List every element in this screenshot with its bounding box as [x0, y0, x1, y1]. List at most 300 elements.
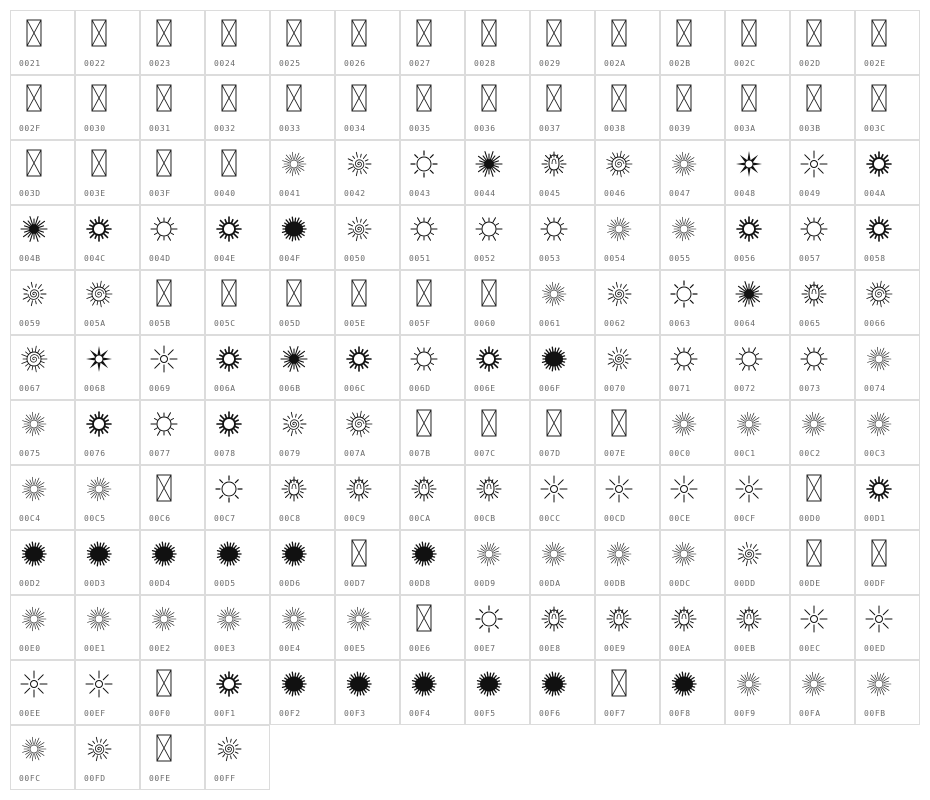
sun-fine-rays-icon: [84, 604, 114, 634]
glyph-cell: [140, 660, 205, 725]
glyph-code-label: 00D6: [279, 579, 301, 588]
glyph-cell: [530, 140, 595, 205]
sun-outline-icon: [799, 344, 829, 374]
glyph-cell: [10, 400, 75, 465]
sun-swirl-icon: [344, 409, 374, 439]
glyph-cell: [595, 10, 660, 75]
glyph-cell: [140, 205, 205, 270]
glyph-cell: [10, 660, 75, 725]
glyph-code-label: 0061: [539, 319, 561, 328]
sun-spiral-icon: [84, 734, 114, 764]
missing-glyph-box: [604, 669, 634, 699]
glyph-cell: [10, 270, 75, 335]
glyph-code-label: 00E2: [149, 644, 171, 653]
glyph-code-label: 007C: [474, 449, 496, 458]
glyph-code-label: 0037: [539, 124, 561, 133]
glyph-cell: [10, 465, 75, 530]
sun-spiral-icon: [279, 409, 309, 439]
glyph-cell: [530, 595, 595, 660]
glyph-cell: [855, 335, 920, 400]
glyph-code-label: 00D5: [214, 579, 236, 588]
sun-solid-blob-icon: [539, 344, 569, 374]
sun-bold-ring-icon: [214, 214, 244, 244]
missing-glyph-box: [19, 149, 49, 179]
glyph-code-label: 0059: [19, 319, 41, 328]
glyph-cell: [270, 270, 335, 335]
sun-sparse-rays-icon: [669, 474, 699, 504]
missing-glyph-box: [279, 279, 309, 309]
glyph-code-label: 00FF: [214, 774, 236, 783]
sun-dotted-rays-icon: [669, 279, 699, 309]
glyph-code-label: 00FA: [799, 709, 821, 718]
glyph-code-label: 0028: [474, 59, 496, 68]
missing-glyph-box: [149, 19, 179, 49]
sun-fine-rays-icon: [344, 604, 374, 634]
glyph-code-label: 0065: [799, 319, 821, 328]
glyph-cell: [725, 75, 790, 140]
sun-face-icon: [409, 474, 439, 504]
glyph-code-label: 00F2: [279, 709, 301, 718]
glyph-code-label: 00CB: [474, 514, 496, 523]
glyph-cell: [660, 465, 725, 530]
glyph-code-label: 00F3: [344, 709, 366, 718]
missing-glyph-box: [669, 84, 699, 114]
glyph-cell: [855, 660, 920, 725]
sun-fine-rays-icon: [604, 214, 634, 244]
glyph-code-label: 006B: [279, 384, 301, 393]
glyph-code-label: 0064: [734, 319, 756, 328]
sun-bold-ring-icon: [84, 214, 114, 244]
glyph-cell: [660, 270, 725, 335]
sun-outline-icon: [539, 214, 569, 244]
glyph-code-label: 0052: [474, 254, 496, 263]
glyph-code-label: 0056: [734, 254, 756, 263]
sun-face-icon: [799, 279, 829, 309]
sun-fine-rays-icon: [84, 474, 114, 504]
missing-glyph-box: [409, 19, 439, 49]
sun-outline-icon: [149, 409, 179, 439]
glyph-cell: [855, 400, 920, 465]
glyph-cell: [75, 140, 140, 205]
glyph-cell: [75, 335, 140, 400]
glyph-cell: [335, 660, 400, 725]
glyph-code-label: 00D9: [474, 579, 496, 588]
glyph-code-label: 0066: [864, 319, 886, 328]
glyph-code-label: 005E: [344, 319, 366, 328]
missing-glyph-box: [149, 84, 179, 114]
sun-face-icon: [734, 604, 764, 634]
sun-fine-rays-icon: [279, 604, 309, 634]
glyph-cell: [855, 270, 920, 335]
glyph-code-label: 0047: [669, 189, 691, 198]
glyph-code-label: 004E: [214, 254, 236, 263]
glyph-code-label: 007E: [604, 449, 626, 458]
sun-solid-blob-icon: [669, 669, 699, 699]
missing-glyph-box: [279, 84, 309, 114]
glyph-cell: [335, 530, 400, 595]
glyph-code-label: 0075: [19, 449, 41, 458]
glyph-cell: [465, 75, 530, 140]
glyph-code-label: 00D3: [84, 579, 106, 588]
sun-fine-rays-icon: [669, 149, 699, 179]
glyph-cell: [400, 140, 465, 205]
glyph-cell: [400, 400, 465, 465]
glyph-code-label: 00C4: [19, 514, 41, 523]
sun-fine-rays-icon: [864, 344, 894, 374]
glyph-cell: [75, 205, 140, 270]
glyph-code-label: 00E4: [279, 644, 301, 653]
glyph-code-label: 00E0: [19, 644, 41, 653]
sun-flame-icon: [84, 344, 114, 374]
sun-face-icon: [604, 604, 634, 634]
glyph-cell: [205, 205, 270, 270]
glyph-code-label: 00D1: [864, 514, 886, 523]
glyph-code-label: 002E: [864, 59, 886, 68]
sun-solid-blob-icon: [149, 539, 179, 569]
missing-glyph-box: [539, 84, 569, 114]
sun-spiral-icon: [344, 214, 374, 244]
glyph-cell: [790, 335, 855, 400]
glyph-cell: [400, 10, 465, 75]
sun-fine-rays-icon: [734, 409, 764, 439]
missing-glyph-box: [539, 19, 569, 49]
glyph-code-label: 002F: [19, 124, 41, 133]
missing-glyph-box: [474, 409, 504, 439]
glyph-code-label: 004A: [864, 189, 886, 198]
glyph-code-label: 002D: [799, 59, 821, 68]
glyph-code-label: 0069: [149, 384, 171, 393]
glyph-cell: [335, 140, 400, 205]
glyph-code-label: 00C5: [84, 514, 106, 523]
glyph-code-label: 0045: [539, 189, 561, 198]
sun-face-icon: [344, 474, 374, 504]
missing-glyph-box: [409, 279, 439, 309]
sun-sparse-rays-icon: [149, 344, 179, 374]
glyph-cell: [75, 465, 140, 530]
glyph-cell: [400, 465, 465, 530]
glyph-cell: [10, 140, 75, 205]
glyph-cell: [10, 10, 75, 75]
glyph-cell: [530, 465, 595, 530]
sun-swirl-icon: [864, 279, 894, 309]
glyph-cell: [790, 10, 855, 75]
glyph-cell: [205, 595, 270, 660]
glyph-cell: [725, 400, 790, 465]
sun-fine-rays-icon: [799, 409, 829, 439]
glyph-cell: [270, 335, 335, 400]
glyph-cell: [205, 660, 270, 725]
sun-bold-ring-icon: [864, 214, 894, 244]
missing-glyph-box: [864, 19, 894, 49]
glyph-code-label: 0039: [669, 124, 691, 133]
glyph-cell: [335, 75, 400, 140]
glyph-cell: [855, 595, 920, 660]
glyph-cell: [140, 140, 205, 205]
missing-glyph-box: [604, 19, 634, 49]
sun-spiral-icon: [604, 279, 634, 309]
missing-glyph-box: [84, 149, 114, 179]
glyph-cell: [75, 530, 140, 595]
sun-dotted-rays-icon: [214, 474, 244, 504]
sun-face-icon: [539, 604, 569, 634]
glyph-code-label: 005A: [84, 319, 106, 328]
glyph-code-label: 0049: [799, 189, 821, 198]
glyph-cell: [400, 530, 465, 595]
glyph-code-label: 00DE: [799, 579, 821, 588]
glyph-code-label: 006D: [409, 384, 431, 393]
glyph-code-label: 003C: [864, 124, 886, 133]
glyph-cell: [400, 335, 465, 400]
glyph-cell: [595, 205, 660, 270]
sun-solid-blob-icon: [214, 539, 244, 569]
glyph-code-label: 00DD: [734, 579, 756, 588]
glyph-code-label: 0042: [344, 189, 366, 198]
missing-glyph-box: [669, 19, 699, 49]
glyph-code-label: 00CA: [409, 514, 431, 523]
sun-sparse-rays-icon: [604, 474, 634, 504]
glyph-cell: [140, 725, 205, 790]
glyph-cell: [530, 335, 595, 400]
glyph-code-label: 0055: [669, 254, 691, 263]
glyph-cell: [75, 270, 140, 335]
glyph-code-label: 0054: [604, 254, 626, 263]
glyph-cell: [725, 465, 790, 530]
glyph-code-label: 00F7: [604, 709, 626, 718]
glyph-code-label: 0072: [734, 384, 756, 393]
sun-spiral-icon: [344, 149, 374, 179]
sun-sparse-rays-icon: [864, 604, 894, 634]
glyph-cell: [790, 270, 855, 335]
glyph-code-label: 0060: [474, 319, 496, 328]
sun-outline-icon: [474, 214, 504, 244]
missing-glyph-box: [279, 19, 309, 49]
glyph-code-label: 003F: [149, 189, 171, 198]
sun-solid-blob-icon: [474, 669, 504, 699]
glyph-cell: [75, 725, 140, 790]
glyph-cell: [725, 270, 790, 335]
sun-dotted-rays-icon: [409, 149, 439, 179]
glyph-cell: [465, 465, 530, 530]
glyph-code-label: 00E3: [214, 644, 236, 653]
sun-sparse-rays-icon: [19, 669, 49, 699]
glyph-code-label: 005B: [149, 319, 171, 328]
glyph-code-label: 00FB: [864, 709, 886, 718]
sun-bold-ring-icon: [214, 669, 244, 699]
glyph-cell: [725, 205, 790, 270]
glyph-cell: [790, 75, 855, 140]
sun-sparse-rays-icon: [734, 474, 764, 504]
sun-outline-icon: [409, 214, 439, 244]
glyph-cell: [725, 140, 790, 205]
sun-bold-ring-icon: [864, 474, 894, 504]
glyph-code-label: 0026: [344, 59, 366, 68]
glyph-code-label: 0073: [799, 384, 821, 393]
missing-glyph-box: [799, 474, 829, 504]
missing-glyph-box: [19, 84, 49, 114]
glyph-code-label: 00F6: [539, 709, 561, 718]
sun-swirl-icon: [19, 344, 49, 374]
sun-fine-rays-icon: [149, 604, 179, 634]
glyph-code-label: 0029: [539, 59, 561, 68]
glyph-cell: [140, 10, 205, 75]
glyph-code-label: 006C: [344, 384, 366, 393]
glyph-cell: [400, 660, 465, 725]
missing-glyph-box: [344, 19, 374, 49]
missing-glyph-box: [864, 84, 894, 114]
glyph-code-label: 00DB: [604, 579, 626, 588]
glyph-cell: [855, 10, 920, 75]
glyph-cell: [660, 400, 725, 465]
glyph-code-label: 00FE: [149, 774, 171, 783]
glyph-cell: [465, 400, 530, 465]
glyph-code-label: 0078: [214, 449, 236, 458]
sun-solid-core-icon: [474, 149, 504, 179]
missing-glyph-box: [474, 279, 504, 309]
sun-solid-blob-icon: [279, 669, 309, 699]
glyph-code-label: 004F: [279, 254, 301, 263]
glyph-cell: [205, 400, 270, 465]
glyph-code-label: 0067: [19, 384, 41, 393]
glyph-cell: [10, 530, 75, 595]
glyph-code-label: 0031: [149, 124, 171, 133]
glyph-cell: [660, 660, 725, 725]
glyph-code-label: 00FD: [84, 774, 106, 783]
glyph-code-label: 00CD: [604, 514, 626, 523]
sun-fine-rays-icon: [474, 539, 504, 569]
glyph-code-label: 00DA: [539, 579, 561, 588]
glyph-cell: [270, 400, 335, 465]
sun-sparse-rays-icon: [799, 604, 829, 634]
glyph-code-label: 002A: [604, 59, 626, 68]
glyph-cell: [595, 530, 660, 595]
glyph-code-label: 0048: [734, 189, 756, 198]
glyph-cell: [335, 205, 400, 270]
glyph-code-label: 00FC: [19, 774, 41, 783]
glyph-cell: [725, 595, 790, 660]
glyph-code-label: 0035: [409, 124, 431, 133]
glyph-code-label: 0076: [84, 449, 106, 458]
glyph-code-label: 0074: [864, 384, 886, 393]
glyph-cell: [595, 270, 660, 335]
glyph-cell: [660, 75, 725, 140]
sun-bold-ring-icon: [344, 344, 374, 374]
glyph-code-label: 006A: [214, 384, 236, 393]
glyph-cell: [790, 205, 855, 270]
glyph-code-label: 00C3: [864, 449, 886, 458]
glyph-cell: [335, 270, 400, 335]
missing-glyph-box: [474, 84, 504, 114]
glyph-code-label: 0077: [149, 449, 171, 458]
glyph-cell: [855, 140, 920, 205]
glyph-code-label: 00F8: [669, 709, 691, 718]
glyph-cell: [595, 335, 660, 400]
glyph-code-label: 003B: [799, 124, 821, 133]
sun-fine-rays-icon: [799, 669, 829, 699]
glyph-cell: [790, 140, 855, 205]
glyph-code-label: 0038: [604, 124, 626, 133]
glyph-cell: [855, 205, 920, 270]
sun-bold-ring-icon: [84, 409, 114, 439]
glyph-code-label: 00EA: [669, 644, 691, 653]
glyph-cell: [75, 595, 140, 660]
sun-bold-ring-icon: [864, 149, 894, 179]
missing-glyph-box: [84, 84, 114, 114]
glyph-cell: [270, 595, 335, 660]
glyph-cell: [660, 530, 725, 595]
missing-glyph-box: [214, 84, 244, 114]
glyph-code-label: 0044: [474, 189, 496, 198]
glyph-code-label: 0062: [604, 319, 626, 328]
glyph-code-label: 007D: [539, 449, 561, 458]
missing-glyph-box: [409, 604, 439, 634]
sun-swirl-icon: [604, 149, 634, 179]
sun-sparse-rays-icon: [799, 149, 829, 179]
glyph-cell: [400, 270, 465, 335]
glyph-cell: [725, 10, 790, 75]
glyph-cell: [205, 10, 270, 75]
missing-glyph-box: [409, 409, 439, 439]
sun-sparse-rays-icon: [539, 474, 569, 504]
glyph-code-label: 00C0: [669, 449, 691, 458]
sun-face-icon: [279, 474, 309, 504]
sun-spiral-icon: [19, 279, 49, 309]
glyph-code-label: 00F9: [734, 709, 756, 718]
glyph-cell: [465, 140, 530, 205]
missing-glyph-box: [149, 474, 179, 504]
glyph-cell: [530, 400, 595, 465]
glyph-code-label: 0034: [344, 124, 366, 133]
glyph-cell: [270, 530, 335, 595]
glyph-cell: [335, 465, 400, 530]
glyph-code-label: 0033: [279, 124, 301, 133]
sun-outline-icon: [669, 344, 699, 374]
glyph-cell: [595, 140, 660, 205]
glyph-code-label: 00E7: [474, 644, 496, 653]
glyph-code-label: 00F1: [214, 709, 236, 718]
glyph-code-label: 005D: [279, 319, 301, 328]
glyph-code-label: 00DF: [864, 579, 886, 588]
glyph-cell: [10, 205, 75, 270]
glyph-code-label: 007A: [344, 449, 366, 458]
glyph-cell: [595, 465, 660, 530]
glyph-cell: [205, 140, 270, 205]
glyph-cell: [660, 595, 725, 660]
glyph-cell: [205, 465, 270, 530]
glyph-code-label: 00D0: [799, 514, 821, 523]
sun-bold-ring-icon: [214, 344, 244, 374]
sun-face-icon: [539, 149, 569, 179]
missing-glyph-box: [344, 539, 374, 569]
glyph-cell: [465, 205, 530, 270]
missing-glyph-box: [84, 19, 114, 49]
glyph-code-label: 00C7: [214, 514, 236, 523]
glyph-cell: [530, 205, 595, 270]
glyph-code-label: 00D7: [344, 579, 366, 588]
glyph-cell: [140, 335, 205, 400]
sun-solid-blob-icon: [279, 539, 309, 569]
glyph-code-label: 003E: [84, 189, 106, 198]
glyph-code-label: 00F5: [474, 709, 496, 718]
sun-solid-blob-icon: [19, 539, 49, 569]
glyph-cell: [75, 660, 140, 725]
sun-dotted-rays-icon: [474, 604, 504, 634]
glyph-code-label: 004B: [19, 254, 41, 263]
glyph-code-label: 004C: [84, 254, 106, 263]
sun-fine-rays-icon: [669, 539, 699, 569]
sun-swirl-icon: [84, 279, 114, 309]
glyph-code-label: 00EB: [734, 644, 756, 653]
glyph-code-label: 0071: [669, 384, 691, 393]
